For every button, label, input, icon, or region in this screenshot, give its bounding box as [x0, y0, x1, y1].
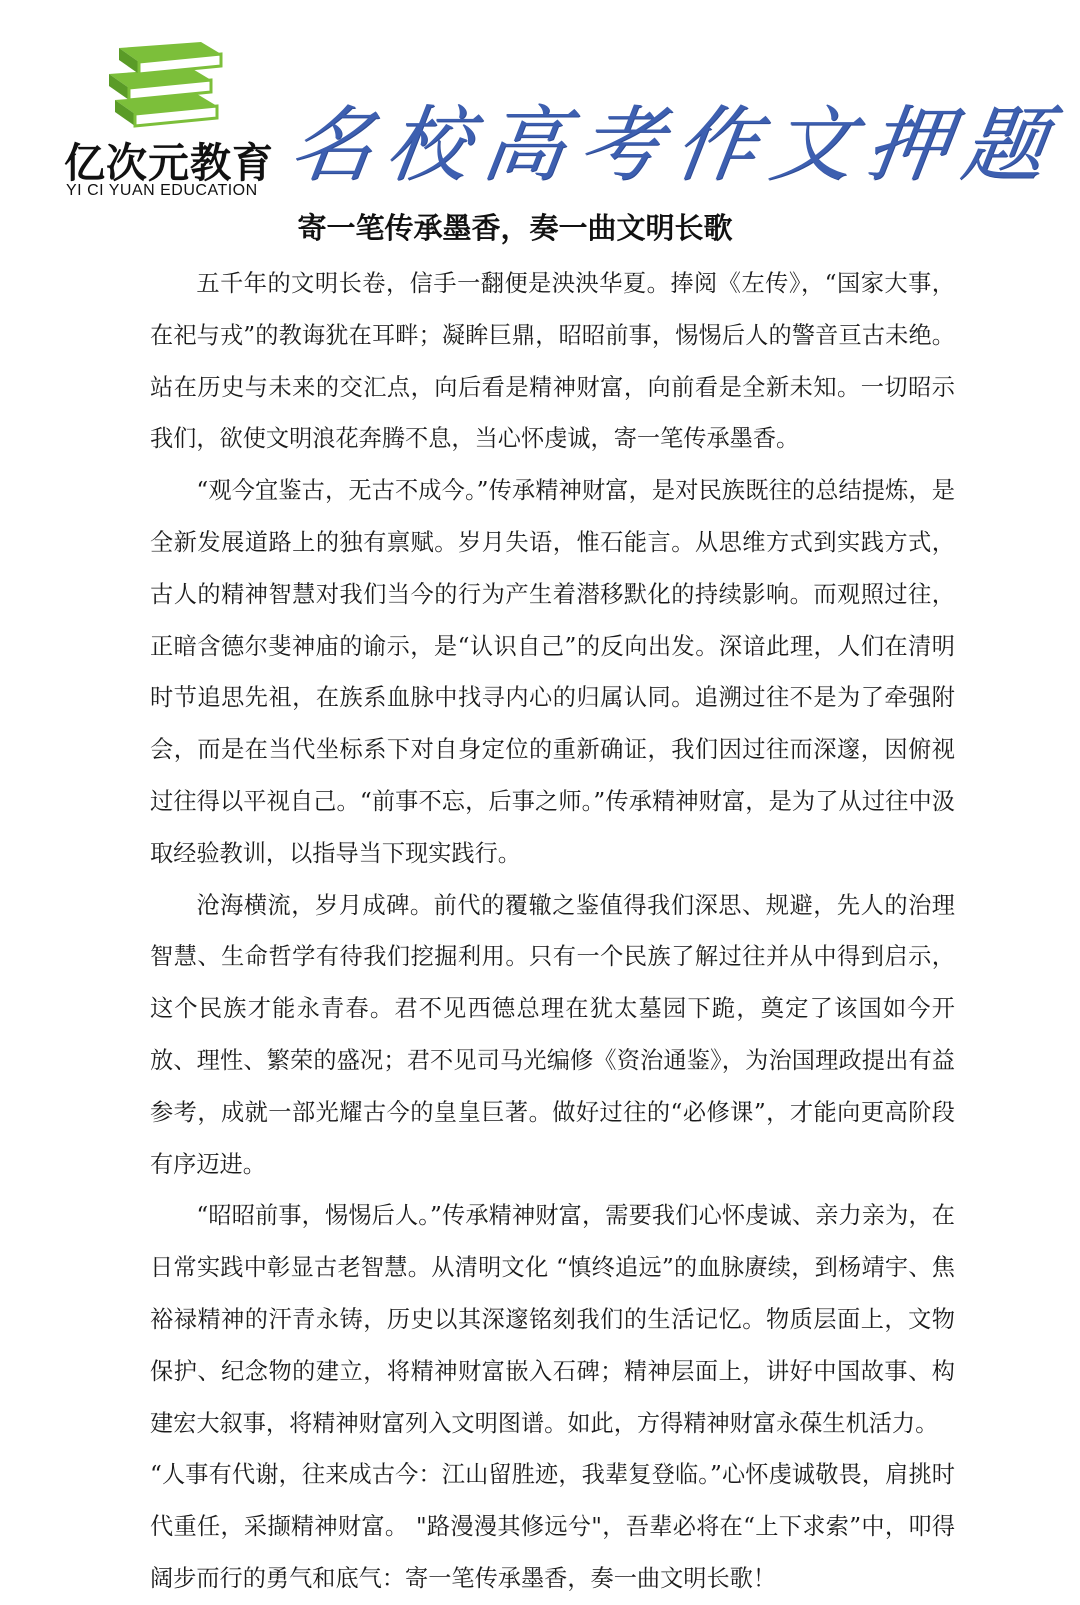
brand-logo: [60, 38, 274, 203]
brand-name-en: YI CI YUAN EDUCATION: [66, 182, 258, 199]
essay-paragraph: 沧海横流，岁月成碑。前代的覆辙之鉴值得我们深思、规避，先人的治理智慧、生命哲学有待我们挖掘利用。只有一个民族了解过往并从中得到启示，这个民族才能永青春。君不见西德总理在犹太墓园下跪，奠定了该国如今开放、理性、繁荣的盛况；君不见司马光编修《资治通鉴》，为治国理政提出有益参考，成就一部光耀古今的皇皇巨著。做好过往的“必修课”，才能向更高阶段有序迈进。: [150, 891, 955, 1178]
banner-title: 名校高考作文押题: [284, 98, 1066, 193]
essay-paragraph: “昭昭前事，惕惕后人。”传承精神财富，需要我们心怀虔诚、亲力亲为，在日常实践中彰显古老智慧。从清明文化 “慎终追远”的血脉赓续，到杨靖宇、焦裕禄精神的汗青永铸，历史以其深邃铭刻我们的生活记忆。物质层面上，文物保护、纪念物的建立，将精神财富嵌入石碑；精神层面上，讲好中国故事、构建宏大叙事，将精神财富列入文明图谱。如此，方得精神财富永葆生机活力。: [150, 1202, 955, 1437]
essay-paragraph: 五千年的文明长卷，信手一翻便是泱泱华夏。捧阅《左传》，“国家大事，在祀与戎”的教诲犹在耳畔；凝眸巨鼎，昭昭前事，惕惕后人的警音亘古未绝。站在历史与未来的交汇点，向后看是精神财富，向前看是全新未知。一切昭示我们，欲使文明浪花奔腾不息，当心怀虔诚，寄一笔传承墨香。: [150, 270, 955, 453]
page-header: [0, 0, 1080, 205]
essay-body: [150, 258, 955, 1605]
brand-name-cn: 亿次元教育: [64, 139, 274, 187]
essay-paragraph: “人事有代谢，往来成古今：江山留胜迹，我辈复登临。”心怀虔诚敬畏，肩挑时代重任，采撷精神财富。 "路漫漫其修远兮"，吾辈必将在“上下求索”中，叩得阔步而行的勇气和底气：寄一笔传承墨香，奏一曲文明长歌！: [150, 1461, 955, 1592]
essay-paragraph: “观今宜鉴古，无古不成今。”传承精神财富，是对民族既往的总结提炼，是全新发展道路上的独有禀赋。岁月失语，惟石能言。从思维方式到实践方式，古人的精神智慧对我们当今的行为产生着潜移默化的持续影响。而观照过往，正暗含德尔斐神庙的谕示，是“认识自己”的反向出发。深谙此理，人们在清明时节追思先祖，在族系血脉中找寻内心的归属认同。追溯过往不是为了牵强附会，而是在当代坐标系下对自身定位的重新确证，我们因过往而深邃，因俯视过往得以平视自己。“前事不忘，后事之师。”传承精神财富，是为了从过往中汲取经验教训，以指导当下现实践行。: [150, 477, 955, 867]
essay-title: 寄一笔传承墨香，奏一曲文明长歌: [297, 211, 733, 245]
books-icon: [105, 38, 225, 130]
